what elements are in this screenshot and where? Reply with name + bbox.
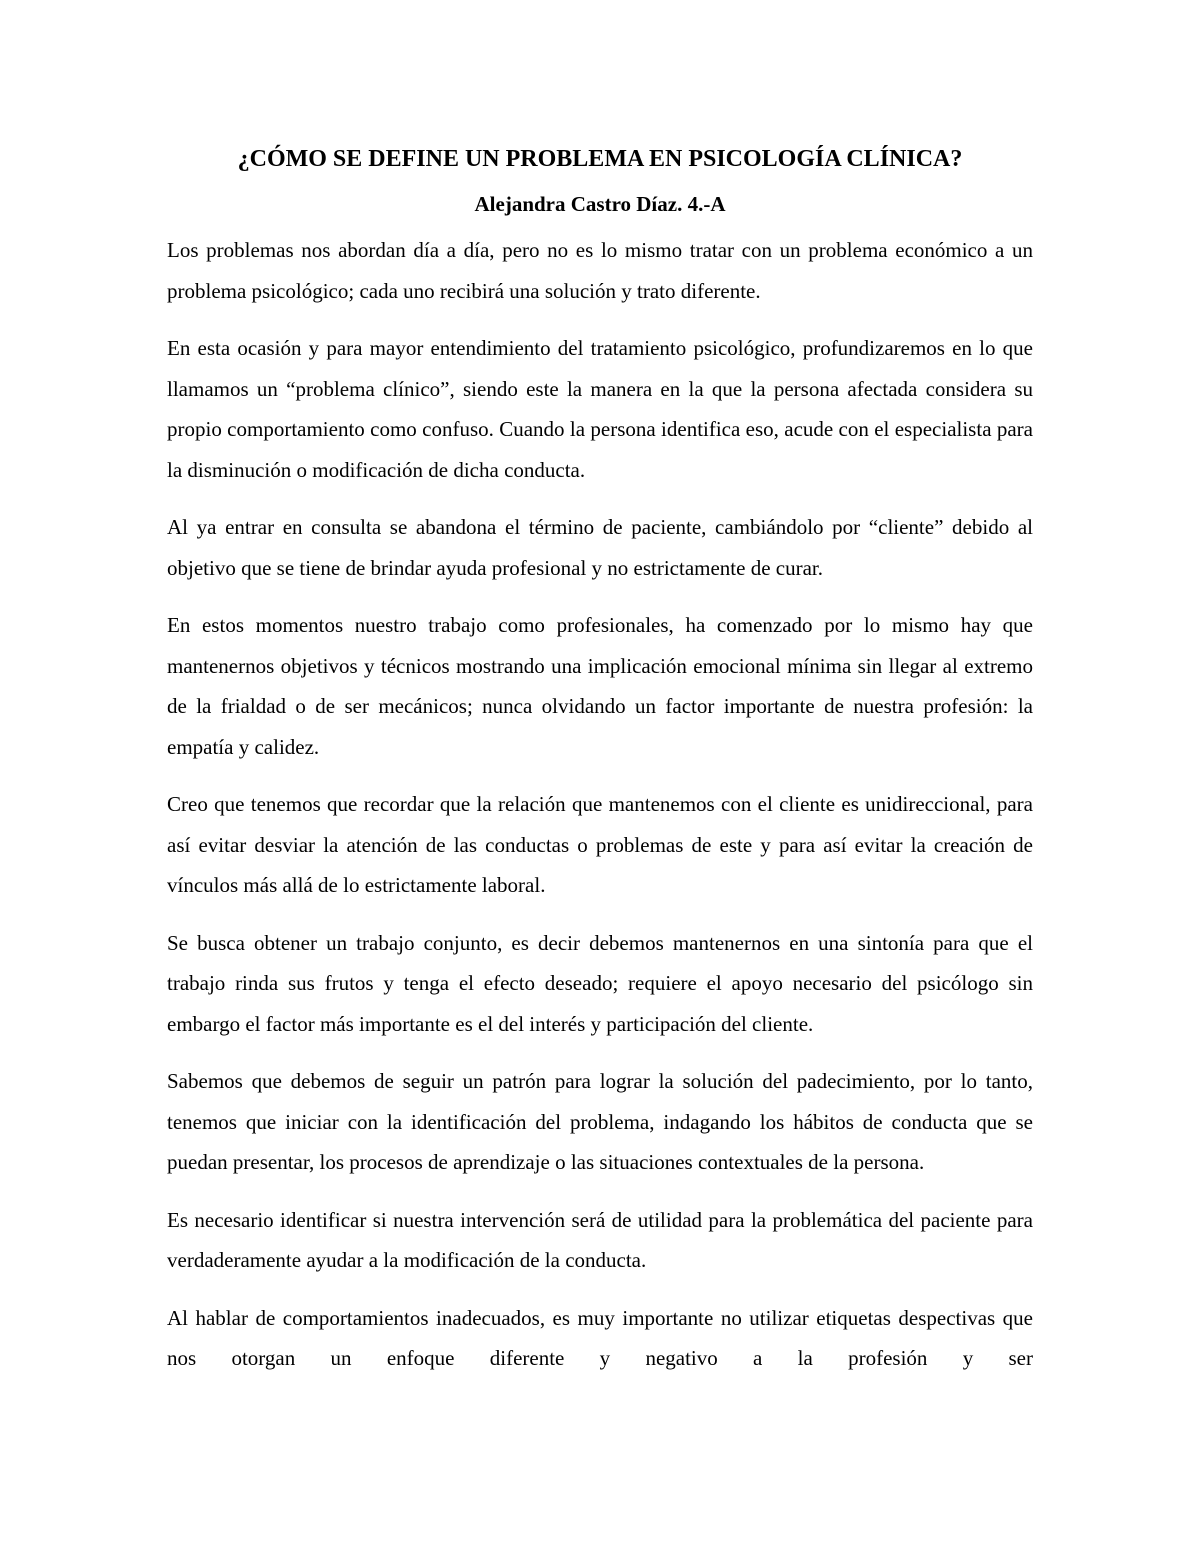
paragraph: Al hablar de comportamientos inadecuados, es muy importante no utilizar etiquetas despectivas que nos otorgan un enfoque diferente y negativo a la profesión y ser — [167, 1305, 1033, 1370]
paragraph: Los problemas nos abordan día a día, pero no es lo mismo tratar con un problema económico a un problema psicológico; cada uno recibirá una solución y trato diferente. — [167, 238, 1033, 303]
paragraph: En estos momentos nuestro trabajo como profesionales, ha comenzado por lo mismo hay que mantenernos objetivos y técnicos mostrando una implicación emocional mínima sin llegar al extremo de la frialdad o de ser mecánicos; nunca olvidando un factor importante de nuestra profesión: la empatía y calidez. — [167, 613, 1033, 759]
paragraph: Al ya entrar en consulta se abandona el término de paciente, cambiándolo por “cliente” debido al objetivo que se tiene de brindar ayuda profesional y no estrictamente de curar. — [167, 515, 1033, 580]
author-line: Alejandra Castro Díaz. 4.-A — [474, 192, 726, 216]
paragraph: Sabemos que debemos de seguir un patrón para lograr la solución del padecimiento, por lo tanto, tenemos que iniciar con la identificación del problema, indagando los hábitos de conducta que se puedan presentar, los procesos de aprendizaje o las situaciones contextuales de la persona. — [167, 1069, 1033, 1174]
document-title: ¿CÓMO SE DEFINE UN PROBLEMA EN PSICOLOGÍA CLÍNICA? — [237, 146, 963, 172]
paragraph: En esta ocasión y para mayor entendimiento del tratamiento psicológico, profundizaremos en lo que llamamos un “problema clínico”, siendo este la manera en la que la persona afectada considera su propio comportamiento como confuso. Cuando la persona identifica eso, acude con el especialista para la disminución o modificación de dicha conducta. — [167, 336, 1033, 482]
paragraph: Es necesario identificar si nuestra intervención será de utilidad para la problemática del paciente para verdaderamente ayudar a la modificación de la conducta. — [167, 1207, 1033, 1272]
paragraph: Creo que tenemos que recordar que la relación que mantenemos con el cliente es unidireccional, para así evitar desviar la atención de las conductas o problemas de este y para así evitar la creación de vínculos más allá de lo estrictamente laboral. — [167, 792, 1033, 897]
document-body — [167, 230, 1033, 1396]
paragraph: Se busca obtener un trabajo conjunto, es decir debemos mantenernos en una sintonía para que el trabajo rinda sus frutos y tenga el efecto deseado; requiere el apoyo necesario del psicólogo sin embargo el factor más importante es el del interés y participación del cliente. — [167, 930, 1033, 1036]
